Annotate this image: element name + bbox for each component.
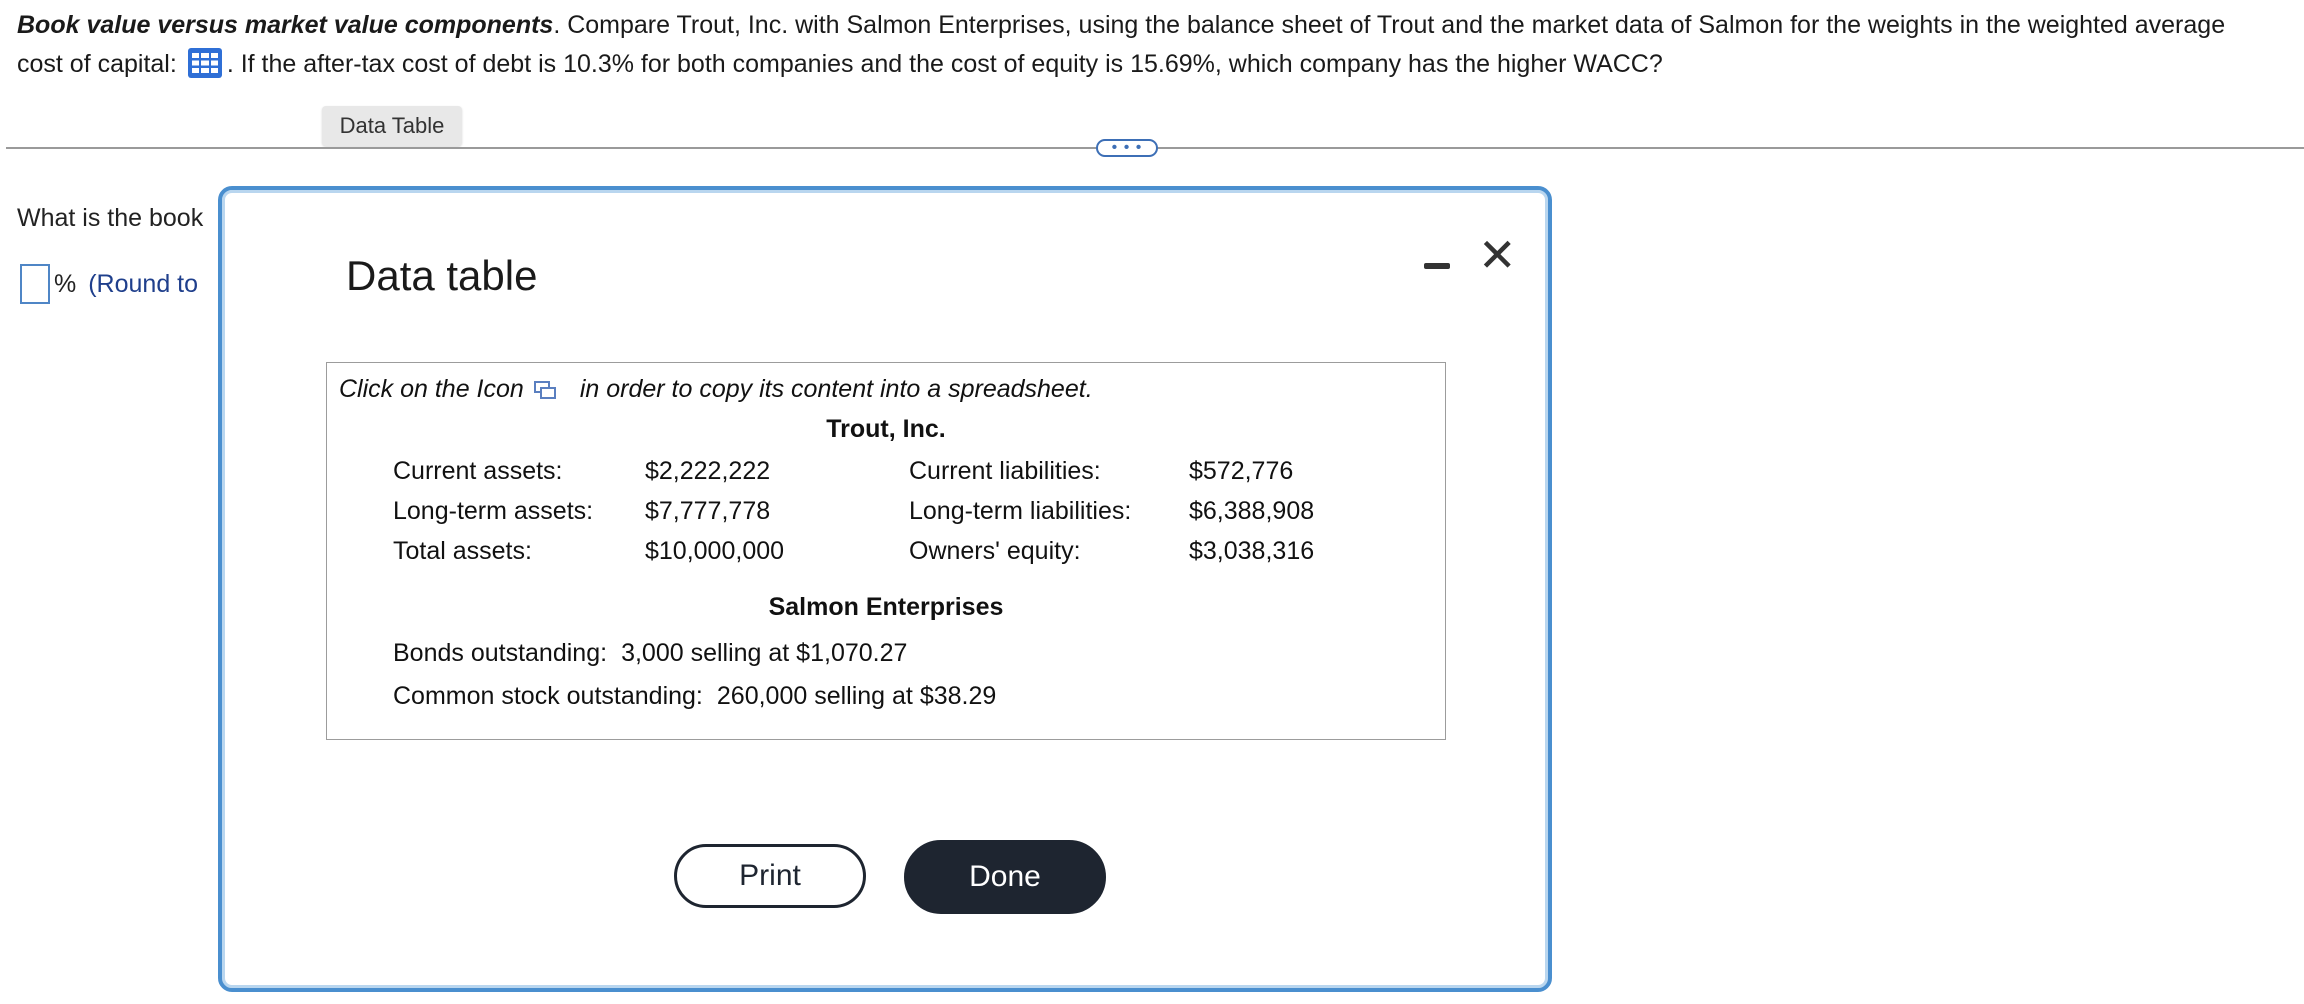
cell-value: $572,776 — [1189, 457, 1294, 485]
data-table-icon[interactable] — [187, 47, 223, 79]
more-button[interactable]: • • • — [1096, 139, 1158, 157]
cell-value: $7,777,778 — [645, 497, 771, 525]
copy-to-spreadsheet-icon[interactable] — [532, 379, 558, 401]
cell-value: $10,000,000 — [645, 537, 785, 565]
question-lead: Book value versus market value components — [17, 11, 554, 39]
question-part1: . Compare Trout, Inc. with Salmon Enterprises, using the balance sheet of Trout and the market data of Salmon for the weights in the weighted average cost of capital: — [17, 11, 2226, 78]
stock-label: Common stock outstanding: — [393, 682, 703, 710]
copy-instruction — [339, 375, 1093, 404]
salmon-stock-line — [393, 682, 996, 711]
data-table-modal — [218, 186, 1552, 992]
answer-input[interactable] — [20, 264, 50, 304]
answer-question-fragment: What is the book — [17, 204, 204, 232]
print-button[interactable]: Print — [674, 844, 866, 908]
cell-label: Total assets: — [393, 537, 532, 565]
trout-title: Trout, Inc. — [826, 415, 946, 443]
percent-sign: % — [54, 269, 77, 298]
bonds-value: 3,000 selling at $1,070.27 — [621, 639, 908, 667]
modal-title: Data table — [346, 252, 538, 299]
trout-balance-sheet — [393, 455, 1369, 567]
cell-label: Owners' equity: — [909, 537, 1081, 565]
cell-value: $2,222,222 — [645, 457, 771, 485]
stock-value: 260,000 selling at $38.29 — [716, 682, 997, 710]
cell-value: $6,388,908 — [1189, 497, 1315, 525]
cell-label: Long-term liabilities: — [909, 497, 1132, 525]
cell-value: $3,038,316 — [1189, 537, 1315, 565]
question-part2: . If the after-tax cost of debt is 10.3% for both companies and the cost of equity is 15.69%, which company has the higher WACC? — [226, 50, 1663, 78]
answer-row — [20, 264, 198, 304]
question-text — [17, 6, 2277, 84]
instruction-after: in order to copy its content into a spreadsheet. — [579, 375, 1093, 403]
rounding-hint: (Round to — [88, 269, 199, 298]
data-content-box — [326, 362, 1446, 740]
salmon-title: Salmon Enterprises — [768, 593, 1004, 621]
minimize-icon[interactable] — [1422, 245, 1452, 275]
close-icon[interactable]: ✕ — [1478, 229, 1517, 281]
bonds-label: Bonds outstanding: — [393, 639, 608, 667]
done-button[interactable]: Done — [904, 840, 1106, 914]
data-table-tooltip: Data Table — [322, 106, 462, 146]
cell-label: Current assets: — [393, 457, 563, 485]
instruction-before: Click on the Icon — [339, 375, 524, 403]
salmon-bonds-line — [393, 639, 907, 668]
cell-label: Long-term assets: — [393, 497, 594, 525]
cell-label: Current liabilities: — [909, 457, 1101, 485]
